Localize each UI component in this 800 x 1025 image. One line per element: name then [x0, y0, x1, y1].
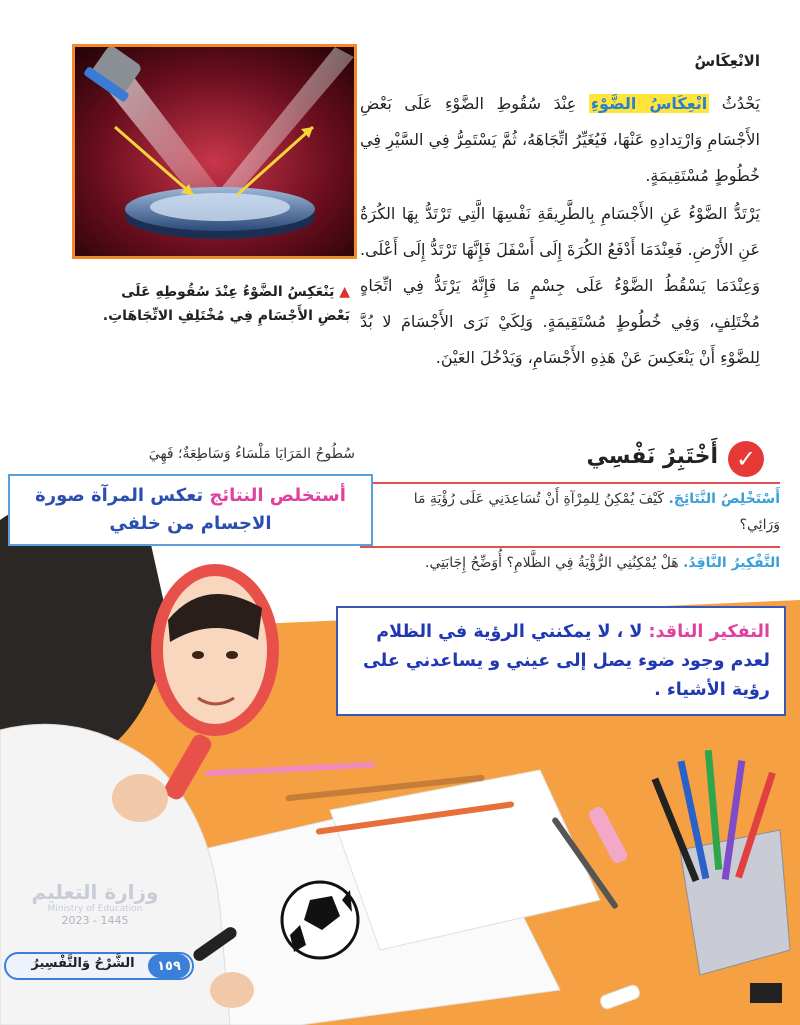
reflection-photo: [72, 44, 357, 259]
caption-triangle-icon: ▲: [339, 284, 350, 300]
page-number: ١٥٩: [148, 954, 190, 978]
answer1-text: تعكس المرآة صورة الاجسام من خلفي: [35, 485, 272, 534]
ministry-name-en: Ministry of Education: [47, 904, 143, 914]
q2-label: التَّفْكِيرُ النَّاقِدُ.: [683, 555, 780, 571]
question-critical-thinking: [370, 550, 780, 576]
ministry-watermark: [20, 880, 170, 927]
caption-text: يَنْعَكِسُ الضَّوْءُ عِنْدَ سُقُوطِهِ عَلَى بَعْضِ الأَجْسَامِ فِي مُخْتَلِفِ الاتِّجَاهَاتِ.: [102, 284, 350, 324]
q1-label: أَسْتَخْلِصُ النَّتَائِجَ.: [668, 491, 780, 507]
question-draw-conclusions: [370, 486, 780, 538]
divider-q1: [360, 482, 780, 484]
para1-before: يَحْدُثُ: [709, 94, 761, 113]
paragraph-reflection-explanation: يَرْتَدُّ الضَّوْءُ عَنِ الأَجْسَامِ بِالطَّرِيقَةِ نَفْسِهَا الَّتِي تَرْتَدُّ بِهَا الكُرَةُ عَنِ الأَرْضِ. فَعِنْدَمَا أَدْفَعُ الكُرَةَ إِلَى أَسْفَلَ فَإِنَّهَا تَرْتَدُّ إِلَى أَعْلَى. وَعِنْدَمَا يَسْقُطُ الضَّوْءُ عَلَى جِسْمٍ مَا فَإِنَّهُ يَرْتَدُّ فِي اتِّجَاهٍ مُخْتَلِفٍ، وَفِي خُطُوطٍ مُسْتَقِيمَةٍ. وَلِكَيْ نَرَى الأَجْسَامَ لا بُدَّ لِلضَّوْءِ أَنْ يَنْعَكِسَ عَنْ هَذِهِ الأَجْسَامِ، وَيَدْخُلَ العَيْنَ.: [360, 204, 760, 367]
answer2-text: لا ، لا يمكنني الرؤية في الظلام لعدم وجود ضوء يصل إلى عيني و يساعدني على رؤية الأشياء .: [362, 622, 770, 700]
paragraph-reflection-definition: [360, 86, 760, 194]
answer1-label: أستخلص النتائج: [209, 485, 346, 506]
section-title: الانْعِكَاسُ: [694, 52, 760, 70]
divider-q2: [360, 546, 780, 548]
mirrors-sidebar-text: سُطُوحُ المَرَايَا مَلْسَاءُ وَسَاطِعَةٌ؛ فَهِيَ: [148, 446, 355, 462]
footer-section-label: الشَّرْحُ وَالتَّفْسِيرُ: [31, 956, 135, 971]
para1-after: عِنْدَ سُقُوطِ الضَّوْءِ عَلَى بَعْضِ الأَجْسَامِ وَارْتِدادِهِ عَنْهَا، فَيُغَيِّرُ اتِّجَاهَهُ، ثُمَّ يَسْتَمِرُّ فِي السَّيْرِ فِي خُطُوطٍ مُسْتَقِيمَةٍ.: [360, 94, 760, 185]
answer2-label: التفكير الناقد:: [648, 622, 770, 642]
reflection-illustration: [75, 47, 354, 256]
self-test-title: أَخْتَبِرُ نَفْسِي: [586, 444, 718, 469]
answer-box-conclusions: [8, 474, 373, 546]
q1-text: كَيْفَ يُمْكِنُ لِلمِرْآةِ أَنْ تُسَاعِدَنِي عَلَى رُؤْيَةِ مَا وَرَائِي؟: [413, 491, 780, 533]
q2-text: هَلْ يُمْكِنُنِي الرُّؤْيَةُ فِي الظَّلامِ؟ أُوَضِّحُ إِجَابَتِي.: [425, 555, 684, 571]
ministry-name-ar: وزارة التعليم: [31, 880, 159, 904]
figure-caption: [90, 280, 350, 328]
highlighted-term: انْعِكَاسُ الضَّوْءِ: [590, 94, 708, 113]
edition-year: 2023 - 1445: [61, 914, 129, 927]
check-icon: ✓: [728, 441, 764, 477]
answer-box-critical-thinking: [336, 606, 786, 716]
